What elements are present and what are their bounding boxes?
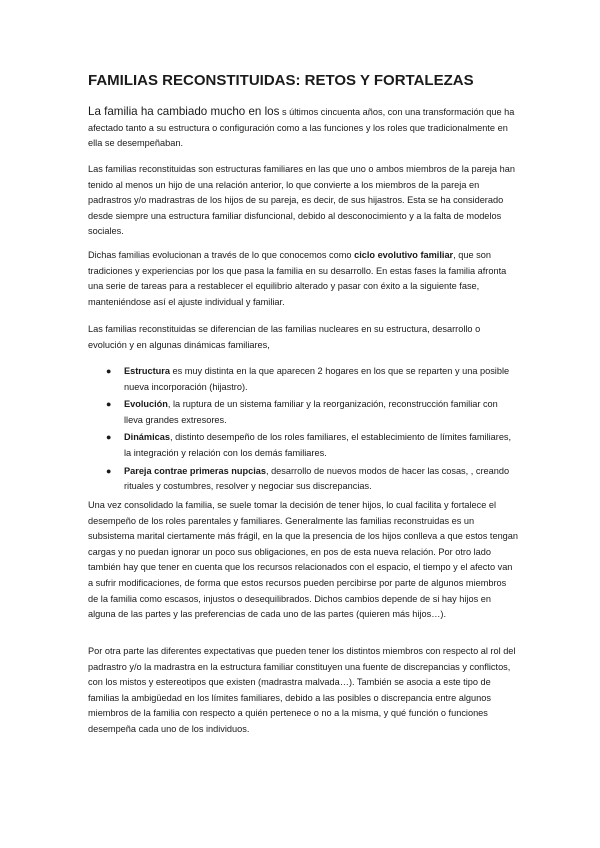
- bullet-text: , la ruptura de un sistema familiar y la reorganización, reconstrucción familiar con lleva grandes extresores.: [124, 399, 498, 425]
- bullet-term: Estructura: [124, 366, 170, 376]
- paragraph-hijos: Una vez consolidado la familia, se suele tomar la decisión de tener hijos, lo cual facilita y fortalece el desempeño de los roles parentales y familiares. Generalmente las familias reconstruidas es un subsistema marital ciertamente más frágil, en la que la presencia de los hijos conlleva a que estos tengan cargas y no puedan ignorar un poco sus obligaciones, en pos de esta nueva relación. Por otro lado también hay que tener en cuenta que los recursos relacionados con el espacio, el tiempo y el afecto van a sufrir modificaciones, de forma que estos recursos pueden percibirse por parte de algunos miembros de la familia como escasos, injustos o desequilibrados. Dichos cambios depende de si hay hijos en alguna de las partes y las preferencias de cada uno de las partes (quieren más hijos…).: [88, 500, 519, 620]
- list-item: [88, 430, 518, 461]
- list-item: [88, 464, 518, 495]
- bullet-icon: ●: [106, 465, 112, 476]
- list-item: [88, 397, 518, 428]
- bullet-term: Dinámicas: [124, 432, 170, 443]
- intro-paragraph: [88, 104, 518, 152]
- bullet-text: , distinto desempeño de los roles familiares, el establecimiento de límites familiares, la integración y relación con los demás familiares.: [124, 432, 512, 458]
- bullet-term: Pareja contrae primeras nupcias: [124, 465, 266, 476]
- intro-rest: s últimos cincuenta años, con una transformación que ha afectado tanto a su estructura o configuración como a las funciones y los roles que tradicionalmente en ella se desempeñaban.: [88, 107, 515, 149]
- bullet-icon: ●: [106, 366, 112, 376]
- page-title: FAMILIAS RECONSTITUIDAS: RETOS Y FORTALEZAS: [88, 72, 474, 89]
- p3-after: , que son tradiciones y experiencias por los que pasa la familia en su desarrollo. En estas fases la familia afronta una serie de tareas para a restablecer el equilibrio alterado y pasar con éxito a la siguiente fase, manteniéndose así el ajuste individual y familiar.: [88, 250, 507, 307]
- intro-lead: La familia ha cambiado mucho en los: [88, 105, 280, 118]
- bullet-list: [88, 364, 518, 497]
- bullet-term: Evolución: [124, 399, 168, 410]
- paragraph-definition: Las familias reconstituidas son estructuras familiares en las que uno o ambos miembros de la pareja han tenido al menos un hijo de una relación anterior, lo que convierte a los miembros de la pareja en padrastros y/o madrastras de los hijos de su pareja, es decir, de sus hijastros. Esta se ha considerado desde siempre una estructura familiar disfuncional, debido al desconocimiento y a la falta de modelos sociales.: [88, 164, 515, 237]
- p3-before: Dichas familias evolucionan a través de lo que conocemos como: [88, 250, 355, 260]
- bullet-icon: ●: [106, 399, 112, 410]
- paragraph-diferencias: Las familias reconstituidas se diferencian de las familias nucleares en su estructura, desarrollo o evolución y en algunas dinámicas familiares,: [88, 324, 481, 350]
- bullet-text: es muy distinta en la que aparecen 2 hogares en los que se reparten y una posible nueva incorporación (hijastro).: [124, 366, 510, 392]
- p3-bold-term: ciclo evolutivo familiar: [354, 250, 454, 260]
- bullet-icon: ●: [106, 432, 112, 443]
- paragraph-ciclo-evolutivo: [88, 248, 518, 310]
- bullet-text: , desarrollo de nuevos modos de hacer las cosas, , creando rituales y costumbres, resolver y negociar sus discrepancias.: [124, 465, 510, 492]
- paragraph-expectativas: Por otra parte las diferentes expectativas que pueden tener los distintos miembros con respecto al rol del padrastro y/o la madrastra en la estructura familiar constituyen una fuente de discrepancias y conflictos, con los mistos y estereotipos que existen (madrastra malvada…). También se asocia a este tipo de familias la ambigüedad en los límites familiares, debido a las posibles o discrepancia entre algunos miembros de la familia con respecto a quién pertenece o no a la misma, y qué función o funciones desempeña cada uno de los individuos.: [88, 646, 516, 734]
- list-item: [88, 364, 518, 395]
